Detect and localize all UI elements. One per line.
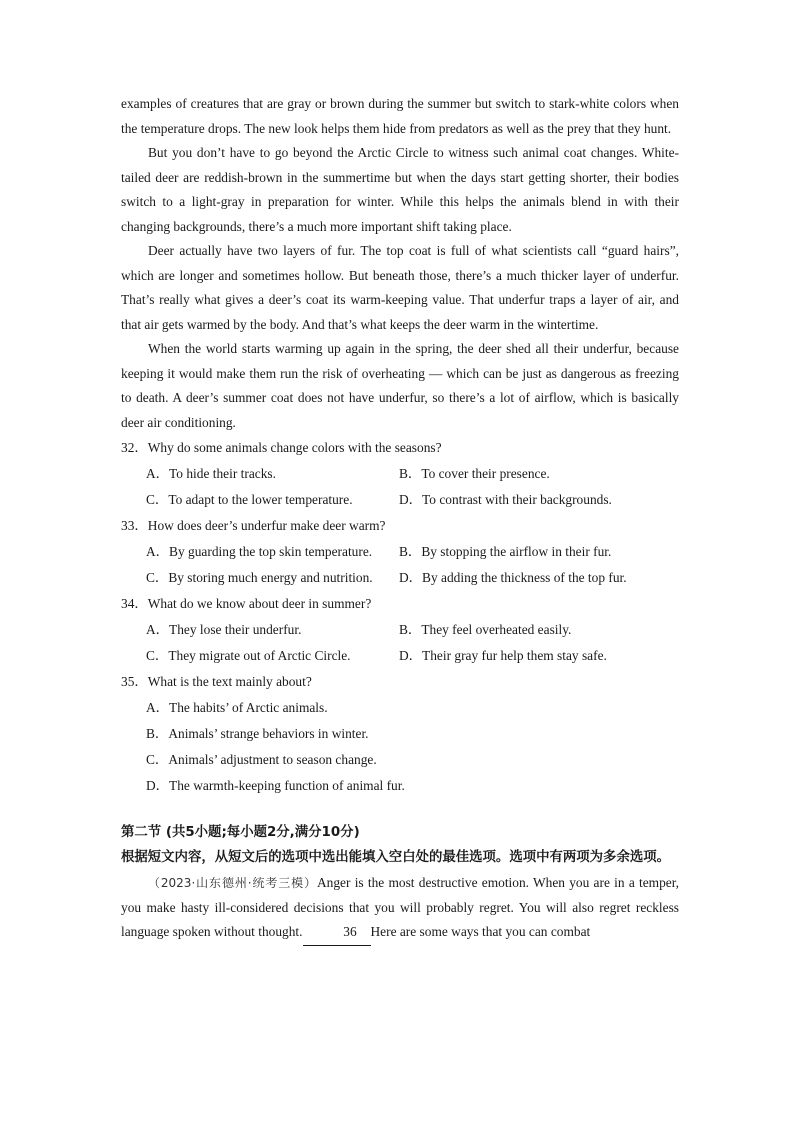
question-32 — [121, 435, 679, 513]
passage-text: Anger is the most destructive emotion. When you are in a temper, you make hasty ill-considered decisions that you will probably regret. You will also regret reckless language spoken without thought. — [121, 875, 679, 939]
option-d: D．By adding the thickness of the top fur. — [399, 570, 627, 585]
option-b: B．To cover their presence. — [399, 466, 550, 481]
question-stem: 35．What is the text mainly about? — [121, 674, 312, 689]
option-a: A．To hide their tracks. — [146, 466, 276, 481]
option-a: A．The habits’ of Arctic animals. — [146, 700, 328, 715]
option-b: B．Animals’ strange behaviors in winter. — [146, 726, 369, 741]
option-c: C．By storing much energy and nutrition. — [146, 570, 373, 585]
option-d: D．The warmth-keeping function of animal fur. — [146, 778, 405, 793]
option-row — [121, 643, 679, 669]
section-passage — [121, 871, 679, 946]
option-row — [121, 539, 679, 565]
option-a: A．By guarding the top skin temperature. — [146, 544, 373, 559]
option-row — [121, 487, 679, 513]
option-row — [121, 461, 679, 487]
option-c: C．To adapt to the lower temperature. — [146, 492, 353, 507]
passage-paragraph-1: examples of creatures that are gray or brown during the summer but switch to stark-white colors when the temperature drops. The new look helps them hide from predators as well as the prey that they hunt. — [121, 96, 679, 136]
option-d: D．Their gray fur help them stay safe. — [399, 648, 607, 663]
question-33 — [121, 513, 679, 591]
option-b: B．They feel overheated easily. — [399, 622, 572, 637]
document-page — [121, 92, 679, 946]
option-b: B．By stopping the airflow in their fur. — [399, 544, 612, 559]
passage-paragraph-2: But you don’t have to go beyond the Arctic Circle to witness such animal coat changes. White-tailed deer are reddish-brown in the summertime but when the days start getting shorter, their bodies switch to a light-gray in preparation for winter. While this helps the animals blend in with their changing backgrounds, there’s a much more important shift taking place. — [121, 145, 679, 234]
question-stem: 32．Why do some animals change colors with the seasons? — [121, 440, 442, 455]
option-c: C．They migrate out of Arctic Circle. — [146, 648, 351, 663]
passage-text-after: Here are some ways that you can combat — [370, 924, 591, 939]
section-instruction: 根据短文内容，从短文后的选项中选出能填入空白处的最佳选项。选项中有两项为多余选项。 — [121, 850, 671, 865]
question-stem: 34．What do we know about deer in summer? — [121, 596, 372, 611]
question-34 — [121, 591, 679, 669]
blank-36: 36 — [303, 920, 371, 946]
passage-paragraph-4: When the world starts warming up again in the spring, the deer shed all their underfur, because keeping it would make them run the risk of overheating — which can be just as dangerous as freezing to death. A deer’s summer coat does not have underfur, so there’s a lot of airflow, which is basically deer air conditioning. — [121, 341, 679, 430]
option-row — [121, 617, 679, 643]
question-stem: 33．How does deer’s underfur make deer warm? — [121, 518, 386, 533]
section-title: 第二节 (共5小题;每小题2分,满分10分) — [121, 825, 360, 840]
source-note: （2023·山东德州·统考三模） — [148, 876, 317, 890]
option-c: C．Animals’ adjustment to season change. — [146, 752, 377, 767]
option-row — [121, 565, 679, 591]
passage-paragraph-3: Deer actually have two layers of fur. The top coat is full of what scientists call “guard hairs”, which are longer and sometimes hollow. But beneath those, there’s a much thicker layer of underfur. That’s really what gives a deer’s coat its warm-keeping value. That underfur traps a layer of air, and that air gets warmed by the body. And that’s what keeps the deer warm in the wintertime. — [121, 243, 679, 332]
option-d: D．To contrast with their backgrounds. — [399, 492, 612, 507]
option-a: A．They lose their underfur. — [146, 622, 302, 637]
question-35 — [121, 669, 679, 799]
